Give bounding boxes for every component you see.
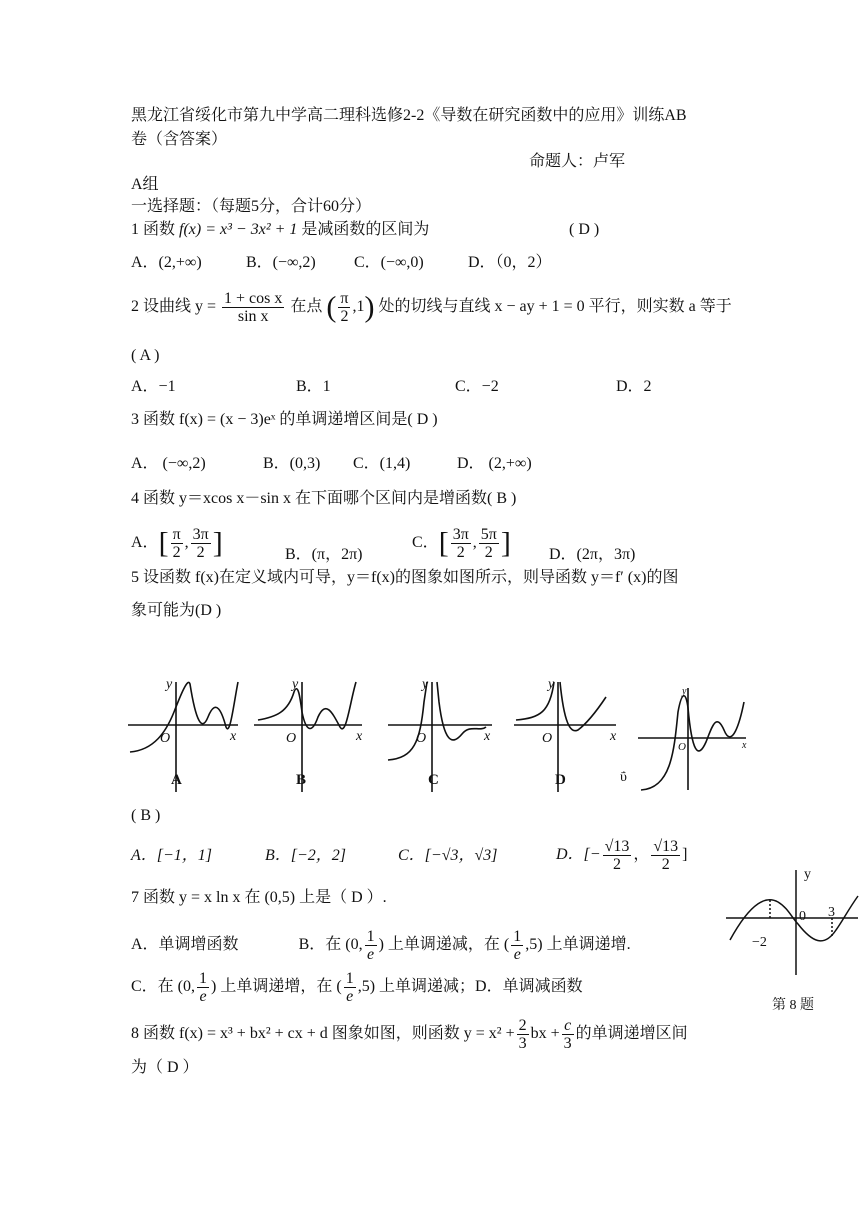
stray-mark: ΰ [620, 770, 627, 785]
fig-c-y-label: y [422, 677, 429, 692]
q2-option-a: A．−1 [131, 378, 176, 395]
q7-stem: 7 函数 y = x ln x 在 (0,5) 上是（ D ）. [131, 889, 387, 906]
q3-option-d: D． (2,+∞) [457, 455, 532, 472]
q6-option-a: A．[−1，1] [131, 847, 213, 864]
q8-fig-minus2: −2 [752, 935, 767, 950]
q4-option-b: B．(π，2π) [285, 546, 363, 563]
fig-a-y-label: y [166, 677, 173, 692]
q5-figures [126, 672, 766, 797]
q4-stem: 4 函数 y＝xcos x－sin x 在下面哪个区间内是增函数( B ) [131, 490, 517, 507]
fig-b-y-label: y [292, 677, 299, 692]
q2-post: 处的切线与直线 x − ay + 1 = 0 平行，则实数 a 等于 [378, 298, 732, 315]
q8-figure [722, 860, 860, 980]
q1-option-d: D．（0，2） [468, 254, 552, 271]
q8-stem: 8 函数 f(x) = x³ + bx² + cx + d 图象如图，则函数 y = x² + $\frac{2}{3}$ bx + $\frac{c}{3}$ 的单调递增区间 [131, 1016, 688, 1052]
fig-d-y-label: y [548, 677, 555, 692]
author: 命题人：卢军 [529, 153, 626, 170]
q2-point-tail: ,1 [352, 298, 365, 315]
q2-pre: 2 设曲线 y = [131, 298, 217, 315]
fig-c-x-label: x [484, 729, 491, 744]
q4-option-a: A．[ $\frac{\pi}{2}$ , $\frac{3\pi}{2}$ ] [131, 525, 223, 561]
section-heading: 一选择题：（每题5分，合计60分） [131, 198, 372, 215]
q1-option-b: B．(−∞,2) [246, 254, 316, 271]
q5-line1: 5 设函数 f(x)在定义域内可导，y＝f(x)的图象如图所示，则导函数 y＝f′ (x)的图 [131, 569, 679, 586]
q1-post: 是减函数的区间为 [301, 221, 430, 238]
fig-label-b: B [296, 772, 307, 788]
q1-option-a: A．(2,+∞) [131, 254, 202, 271]
q1-option-c: C．(−∞,0) [354, 254, 424, 271]
fig-d-o-label: O [542, 731, 553, 746]
q2-fraction: $\frac{\text{1 + cos x}}{\text{sin x}}$ [224, 289, 283, 325]
q3-option-b: B．(0,3) [263, 455, 321, 472]
fig-b-x-label: x [356, 729, 363, 744]
fig-label-c: C [428, 772, 439, 788]
fig-d-x-label: x [610, 729, 617, 744]
q2-point-fraction: $\frac{\pi}{2}$ [340, 289, 349, 325]
fig-e-x-label: x [742, 740, 747, 751]
q1-stem [131, 220, 429, 240]
q7-option-ab: A．单调增函数 B．在 (0, $\frac{1}{e}$ ) 上单调递减，在 ( $\frac{1}{e}$ ,5) 上单调递增. [131, 927, 631, 963]
q2-option-c: C．−2 [455, 378, 499, 395]
q3-option-a: A． (−∞,2) [131, 455, 206, 472]
q8-fig-y: y [804, 867, 811, 882]
q2-answer: ( A ) [131, 347, 160, 364]
q8-fig-three: 3 [828, 905, 835, 920]
q5-line2: 象可能为(D ) [131, 602, 222, 619]
q1-answer: ( D ) [569, 221, 600, 238]
q8-fig-zero: 0 [799, 909, 806, 924]
q8-line2: 为（ D ） [131, 1059, 199, 1076]
fig-e-y-label: y [682, 686, 687, 697]
fig-a-o-label: O [160, 731, 171, 746]
q6-answer: ( B ) [131, 807, 161, 824]
doc-title-line2: 卷（含答案） [131, 131, 228, 148]
q8-caption: 第 8 题 [772, 998, 814, 1013]
q2-mid: 在点 [290, 298, 323, 315]
q6-option-b: B．[−2，2] [265, 847, 347, 864]
fig-c-o-label: O [416, 731, 427, 746]
fig-b-o-label: O [286, 731, 297, 746]
q1-pre: 1 函数 [131, 221, 176, 238]
doc-title-line1: 黑龙江省绥化市第九中学高二理科选修2-2《导数在研究函数中的应用》训练AB [131, 107, 687, 124]
q2-option-d: D．2 [616, 378, 652, 395]
fig-e-o-label: O [678, 741, 686, 753]
q2-option-b: B．1 [296, 378, 331, 395]
q6-option-c: C．[−√3，√3] [398, 847, 498, 864]
fig-label-a: A [171, 772, 182, 788]
q2-stem: 2 设曲线 y = $\frac{\text{1 + cos x}}{\text{sin x}}$ 在点 ( $\frac{\pi}{2}$ ,1) 处的切线与直线 x − ay + 1 = 0 平行，则实数 a 等于 [131, 289, 732, 325]
q4-option-c: C．[ $\frac{3\pi}{2}$ , $\frac{5\pi}{2}$ ] [412, 525, 511, 561]
fig-a-x-label: x [230, 729, 237, 744]
q6-option-d: D．[− $\frac{√13}{2}$ ， $\frac{√13}{2}$ ] [556, 837, 688, 873]
fig-label-d: D [555, 772, 566, 788]
q4-option-d: D．(2π，3π) [549, 546, 636, 563]
q3-option-c: C．(1,4) [353, 455, 411, 472]
q1-expr: f(x) = x³ − 3x² + 1 [179, 221, 298, 238]
q7-option-cd: C．在 (0, $\frac{1}{e}$ ) 上单调递增，在 ( $\frac{1}{e}$ ,5) 上单调递减；D．单调减函数 [131, 969, 583, 1005]
group-label: A组 [131, 176, 159, 193]
q3-stem: 3 函数 f(x) = (x − 3)eˣ 的单调递增区间是( D ) [131, 411, 438, 428]
